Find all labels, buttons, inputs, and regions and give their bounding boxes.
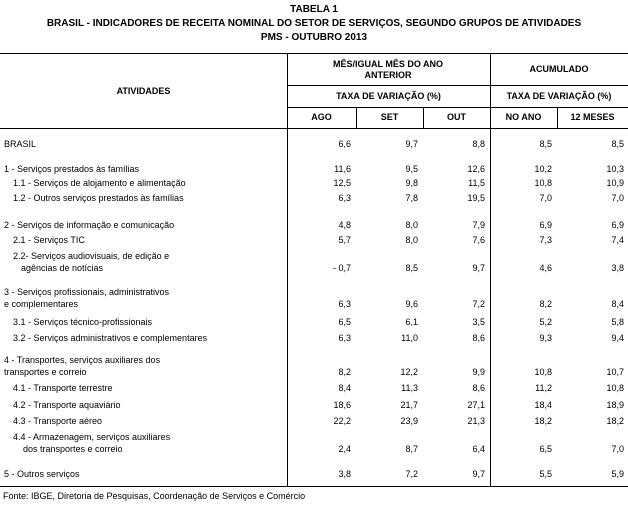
row-value: 4,6 xyxy=(539,263,552,273)
row-value: 27,1 xyxy=(467,400,485,410)
row-value: 12,6 xyxy=(467,164,485,174)
row-label: 4.4 - Armazenagem, serviços auxiliares xyxy=(13,432,171,442)
row-label: 2.1 - Serviços TIC xyxy=(13,235,85,245)
row-value: 6,5 xyxy=(338,317,351,327)
row-label: 2.2- Serviços audiovisuais, de edição e xyxy=(13,251,170,261)
row-value: 4,8 xyxy=(338,220,351,230)
row-label: dos transportes e correio xyxy=(23,444,123,454)
row-value: 9,7 xyxy=(472,263,485,273)
row-value: 7,0 xyxy=(611,193,624,203)
row-value: 8,0 xyxy=(405,235,418,245)
row-value: 5,5 xyxy=(539,469,552,479)
row-value: 9,7 xyxy=(405,139,418,149)
row-value: 11,0 xyxy=(401,333,418,343)
row-value: 7,8 xyxy=(405,193,418,203)
row-value: 18,2 xyxy=(534,416,552,426)
source-note: Fonte: IBGE, Diretoria de Pesquisas, Coordenação de Serviços e Comércio xyxy=(3,491,306,501)
row-value: 10,7 xyxy=(606,367,624,377)
row-value: 9,4 xyxy=(611,333,624,343)
row-value: 8,6 xyxy=(472,333,485,343)
header-bottom-border xyxy=(0,128,628,129)
row-value: 5,8 xyxy=(611,317,624,327)
row-value: 8,5 xyxy=(405,263,418,273)
row-value: 3,8 xyxy=(611,263,624,273)
row-value: 11,6 xyxy=(334,164,351,174)
row-value: 8,8 xyxy=(472,139,485,149)
header-divider-1 xyxy=(287,85,628,86)
row-value: 9,3 xyxy=(539,333,552,343)
row-value: 12,5 xyxy=(333,178,351,188)
row-value: 7,3 xyxy=(539,235,552,245)
row-value: 8,4 xyxy=(338,383,351,393)
row-value: - 0,7 xyxy=(332,263,351,273)
row-label: 1.2 - Outros serviços prestados às famílias xyxy=(13,193,184,203)
table-top-border xyxy=(0,53,628,54)
row-value: 10,2 xyxy=(534,164,552,174)
row-value: 3,5 xyxy=(472,317,485,327)
row-value: 10,3 xyxy=(606,164,624,174)
row-value: 6,6 xyxy=(338,139,351,149)
row-value: 10,8 xyxy=(606,383,624,393)
table-title: BRASIL - INDICADORES DE RECEITA NOMINAL DO SETOR DE SERVIÇOS, SEGUNDO GRUPOS DE ATIVIDADES xyxy=(46,18,582,29)
row-value: 18,2 xyxy=(606,416,624,426)
row-value: 7,0 xyxy=(539,193,552,203)
table-subtitle: PMS - OUTUBRO 2013 xyxy=(260,32,368,43)
row-value: 6,3 xyxy=(338,333,351,343)
header-col-no-ano: NO ANO xyxy=(505,112,542,122)
row-value: 7,6 xyxy=(472,235,485,245)
row-value: 6,1 xyxy=(405,317,418,327)
row-value: 5,9 xyxy=(611,469,624,479)
row-value: 8,2 xyxy=(539,299,552,309)
row-value: 22,2 xyxy=(333,416,351,426)
row-value: 19,5 xyxy=(467,193,485,203)
row-value: 3,8 xyxy=(338,469,351,479)
row-label: 4 - Transportes, serviços auxiliares dos xyxy=(4,355,161,365)
header-col-out: OUT xyxy=(447,112,466,122)
row-value: 5,7 xyxy=(338,235,351,245)
row-value: 8,2 xyxy=(338,367,351,377)
row-value: 9,7 xyxy=(472,469,485,479)
row-value: 12,2 xyxy=(400,367,418,377)
row-value: 7,2 xyxy=(472,299,485,309)
row-value: 8,6 xyxy=(472,383,485,393)
row-label: 3.2 - Serviços administrativos e complementares xyxy=(13,333,208,343)
header-atividades: ATIVIDADES xyxy=(116,86,171,96)
row-value: 10,9 xyxy=(606,178,624,188)
row-value: 7,4 xyxy=(611,235,624,245)
row-value: 6,9 xyxy=(611,220,624,230)
row-label: e complementares xyxy=(4,299,79,309)
row-label: BRASIL xyxy=(4,139,37,149)
row-value: 6,4 xyxy=(472,444,485,454)
row-label: 3.1 - Serviços técnico-profissionais xyxy=(13,317,153,327)
row-label: transportes e correio xyxy=(4,367,87,377)
row-label: 3 - Serviços profissionais, administrativos xyxy=(4,287,170,297)
row-value: 7,0 xyxy=(611,444,624,454)
row-value: 7,9 xyxy=(472,220,485,230)
row-value: 21,3 xyxy=(467,416,485,426)
row-value: 11,3 xyxy=(401,383,418,393)
row-value: 9,9 xyxy=(472,367,485,377)
row-value: 8,4 xyxy=(611,299,624,309)
header-taxa-mes: TAXA DE VARIAÇÃO (%) xyxy=(336,91,441,101)
header-divider-2 xyxy=(287,107,628,108)
row-value: 6,9 xyxy=(539,220,552,230)
row-value: 6,3 xyxy=(338,299,351,309)
row-value: 23,9 xyxy=(400,416,418,426)
row-value: 7,2 xyxy=(405,469,418,479)
row-value: 8,5 xyxy=(539,139,552,149)
row-label: 4.2 - Transporte aquaviário xyxy=(13,400,121,410)
row-value: 9,5 xyxy=(405,164,418,174)
row-label: 4.3 - Transporte aéreo xyxy=(13,416,103,426)
row-value: 6,3 xyxy=(338,193,351,203)
row-value: 18,9 xyxy=(606,400,624,410)
row-value: 10,8 xyxy=(534,178,552,188)
row-value: 8,5 xyxy=(611,139,624,149)
table-bottom-border xyxy=(0,486,628,487)
row-value: 9,8 xyxy=(405,178,418,188)
header-col-ago: AGO xyxy=(311,112,332,122)
row-label: 2 - Serviços de informação e comunicação xyxy=(4,220,175,230)
row-value: 21,7 xyxy=(400,400,418,410)
header-mes-igual: MÊS/IGUAL MÊS DO ANO ANTERIOR xyxy=(332,59,443,80)
row-value: 2,4 xyxy=(338,444,351,454)
row-label: 4.1 - Transporte terrestre xyxy=(13,383,113,393)
row-value: 11,5 xyxy=(468,178,485,188)
row-label: 5 - Outros serviços xyxy=(4,469,80,479)
row-value: 18,4 xyxy=(534,400,552,410)
header-acumulado: ACUMULADO xyxy=(529,64,589,74)
row-value: 9,6 xyxy=(405,299,418,309)
row-value: 8,7 xyxy=(405,444,418,454)
row-value: 18,6 xyxy=(333,400,351,410)
row-value: 8,0 xyxy=(405,220,418,230)
header-col-12-meses: 12 MESES xyxy=(570,112,615,122)
table-number: TABELA 1 xyxy=(290,4,338,15)
row-label: 1 - Serviços prestados às famílias xyxy=(4,164,140,174)
row-label: agências de notícias xyxy=(21,263,104,273)
row-value: 5,2 xyxy=(539,317,552,327)
row-label: 1.1 - Serviços de alojamento e alimentação xyxy=(13,178,186,188)
row-value: 6,5 xyxy=(539,444,552,454)
row-value: 11,2 xyxy=(535,383,552,393)
row-value: 10,8 xyxy=(534,367,552,377)
header-taxa-acum: TAXA DE VARIAÇÃO (%) xyxy=(506,91,612,101)
header-col-set: SET xyxy=(380,112,399,122)
